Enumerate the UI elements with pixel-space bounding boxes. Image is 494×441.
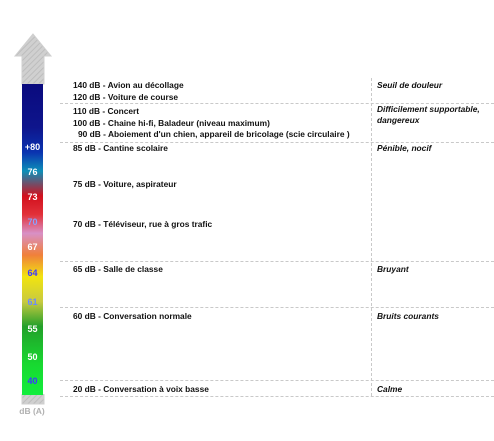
scale-tick: 40	[27, 376, 38, 386]
row-divider	[60, 261, 494, 262]
row-divider	[60, 396, 494, 397]
row-divider	[60, 380, 494, 381]
scale-tick: 73	[27, 192, 38, 202]
level-entry: 70 dB - Téléviseur, rue à gros trafic	[73, 219, 213, 229]
scale-arrow-head	[3, 0, 63, 90]
scale-tick: 64	[27, 268, 38, 278]
level-entry: 110 dB - Concert	[73, 106, 140, 116]
level-entry: 100 dB - Chaine hi-fi, Baladeur (niveau maximum)	[73, 118, 270, 128]
level-entry: 85 dB - Cantine scolaire	[73, 143, 168, 153]
level-entry: 75 dB - Voiture, aspirateur	[73, 179, 177, 189]
level-entry: 60 dB - Conversation normale	[73, 311, 192, 321]
scale-tick: +80	[24, 142, 41, 152]
category-label: Bruyant	[377, 264, 409, 274]
scale-tick: 70	[27, 217, 38, 227]
category-label: Seuil de douleur	[377, 80, 443, 90]
level-entry: 20 dB - Conversation à voix basse	[73, 384, 209, 394]
level-entry: 90 dB - Aboiement d'un chien, appareil de bricolage (scie circulaire )	[78, 129, 350, 139]
column-divider	[371, 78, 372, 396]
level-entry: 140 dB - Avion au décollage	[73, 80, 184, 90]
scale-tick: 76	[27, 167, 38, 177]
row-divider	[60, 307, 494, 308]
scale-tick: 55	[27, 324, 38, 334]
scale-tick: 61	[27, 297, 38, 307]
category-label: Difficilement supportable, dangereux	[377, 104, 480, 125]
category-label: Calme	[377, 384, 403, 394]
decibel-color-scale	[22, 84, 43, 395]
level-entry: 120 dB - Voiture de course	[73, 92, 179, 102]
level-entry: 65 dB - Salle de classe	[73, 264, 163, 274]
scale-tick: 67	[27, 242, 38, 252]
category-label: Bruits courants	[377, 311, 439, 321]
scale-unit-label: dB (A)	[19, 406, 45, 416]
scale-tick: 50	[27, 352, 38, 362]
category-label: Pénible, nocif	[377, 143, 432, 153]
